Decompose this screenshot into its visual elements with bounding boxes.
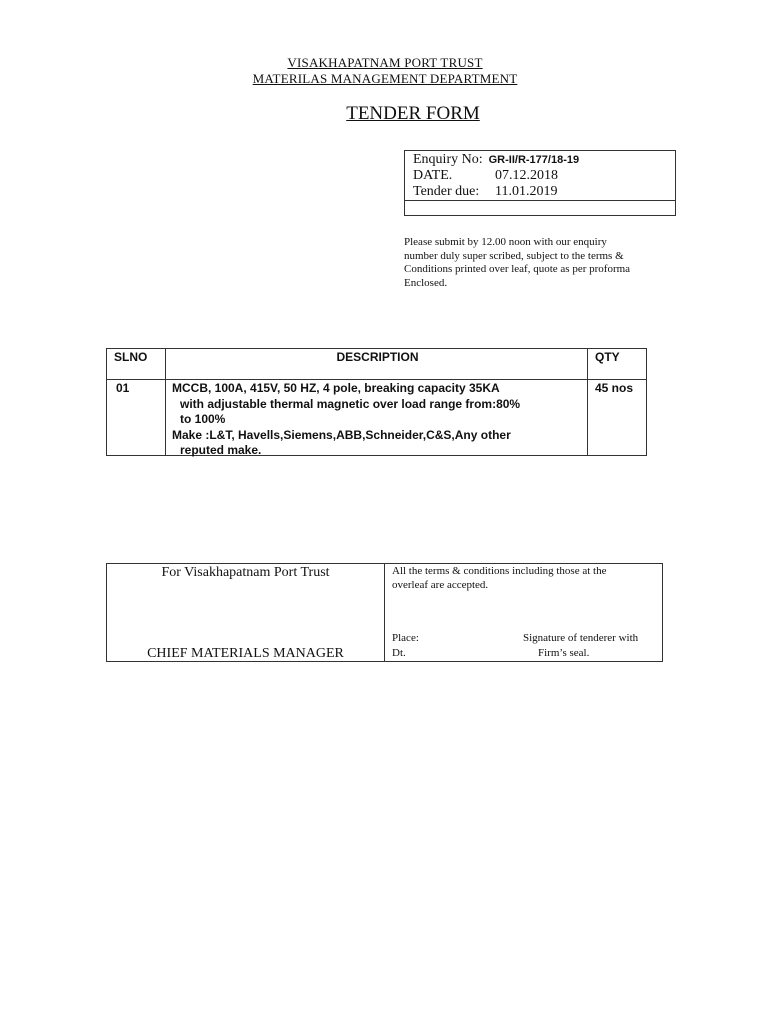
for-organisation: For Visakhapatnam Port Trust <box>161 565 330 580</box>
signature-label: Signature of tenderer with <box>523 632 639 644</box>
row-qty: 45 nos <box>595 381 634 395</box>
note-line: Conditions printed over leaf, quote as per proforma <box>404 263 631 275</box>
note-line: number duly super scribed, subject to the terms & <box>404 249 624 262</box>
date-label-short: Dt. <box>392 647 406 659</box>
signature-table <box>106 563 663 662</box>
tender-due-label: Tender due: <box>413 184 480 199</box>
header-divider <box>107 379 646 380</box>
terms-acceptance <box>392 565 654 592</box>
enquiry-number-value: GR-II/R-177/18-19 <box>488 154 580 166</box>
column-divider <box>165 349 166 455</box>
date-label: DATE. <box>413 168 453 183</box>
row-description <box>172 381 582 459</box>
items-table <box>106 348 647 456</box>
enquiry-number-label: Enquiry No: <box>413 152 483 167</box>
column-divider <box>587 349 588 455</box>
submission-note <box>404 236 674 290</box>
tender-due-row <box>413 184 557 200</box>
date-row <box>413 168 558 184</box>
description-line: to 100% <box>180 412 226 426</box>
description-line: Make :L&T, Havells,Siemens,ABB,Schneider,C&S,Any other <box>172 427 511 442</box>
header-qty: QTY <box>595 350 620 364</box>
header-slno: SLNO <box>114 350 148 364</box>
column-divider <box>384 564 385 661</box>
note-line: Enclosed. <box>404 276 448 289</box>
description-line: MCCB, 100A, 415V, 50 HZ, 4 pole, breaking capacity 35KA <box>172 381 500 395</box>
tender-due-value: 11.01.2019 <box>495 184 558 199</box>
terms-line: All the terms & conditions including those at the <box>392 565 607 577</box>
org-name: VISAKHAPATNAM PORT TRUST <box>287 55 483 70</box>
description-line: reputed make. <box>180 443 262 457</box>
firm-seal-label: Firm’s seal. <box>538 647 590 659</box>
description-line: with adjustable thermal magnetic over load range from:80% <box>180 396 521 411</box>
place-label: Place: <box>392 632 419 644</box>
note-line: Please submit by 12.00 noon with our enquiry <box>404 236 607 248</box>
enquiry-box-divider <box>405 200 675 201</box>
chief-materials-manager: CHIEF MATERIALS MANAGER <box>147 646 344 661</box>
date-value: 07.12.2018 <box>495 168 558 183</box>
department-name: MATERILAS MANAGEMENT DEPARTMENT <box>252 71 518 86</box>
row-slno: 01 <box>116 381 130 395</box>
page-title: TENDER FORM <box>346 103 480 124</box>
enquiry-box <box>404 150 676 216</box>
terms-line: overleaf are accepted. <box>392 578 489 591</box>
enquiry-number-row <box>413 152 579 168</box>
header-description: DESCRIPTION <box>336 350 419 364</box>
